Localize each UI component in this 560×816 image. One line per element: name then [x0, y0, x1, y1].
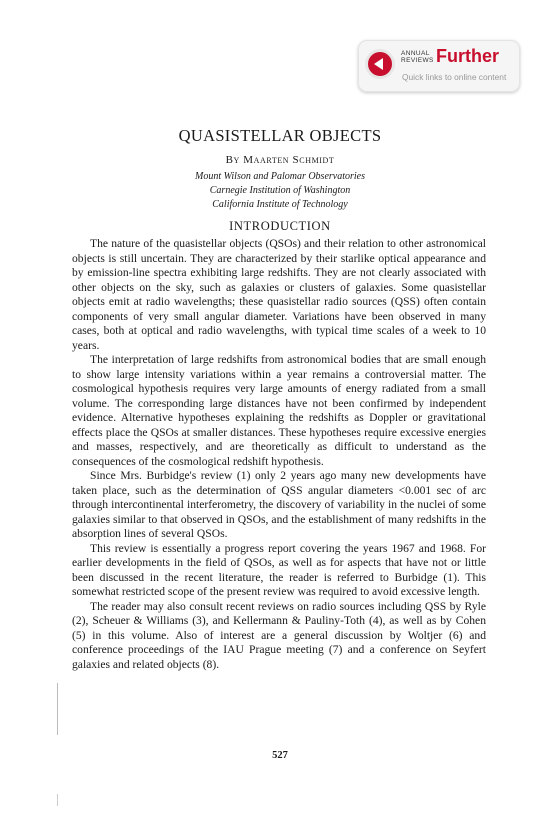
article-title: QUASISTELLAR OBJECTS — [178, 126, 382, 145]
paragraph: The nature of the quasistellar objects (QSOs) and their relation to other astronomical objects is still uncertain. They are characterized by their starlike optical appearance and by emission-line spectra exhibiting large redshifts. They are not clearly associated with other objects on the sky, such as galaxies or clusters of galaxies. Some quasistellar objects emit at radio wavelengths; these quasistellar radio sources (QSS) often contain components of very small angular diameter. Variations have been observed in many cases, both at optical and radio wavelengths, with typical time scales of a week to 10 years. — [72, 237, 486, 352]
badge-reviews-text: REVIEWS — [401, 57, 434, 64]
scan-margin-line — [57, 683, 58, 735]
badge-annual-text: ANNUAL — [401, 50, 430, 57]
scan-margin-line — [57, 794, 58, 806]
section-heading: INTRODUCTION — [229, 219, 331, 233]
badge-further-text: Further — [436, 46, 499, 66]
paragraph: The reader may also consult recent reviews on radio sources including QSS by Ryle (2), Scheuer & Williams (3), and Kellermann & Pauliny-Toth (4), as well as by Cohen (5) in this volume. Also of interest are a general discussion by Woltjer (6) and conference proceedings of the IAU Prague meeting (7) and a conference on Seyfert galaxies and related objects (8). — [72, 599, 486, 671]
page-number: 527 — [272, 750, 288, 761]
affiliation-line: Mount Wilson and Palomar Observatories — [195, 171, 365, 182]
annual-reviews-further-badge[interactable] — [358, 40, 520, 92]
badge-tagline: Quick links to online content — [402, 72, 507, 82]
affiliation-line: California Institute of Technology — [212, 199, 348, 210]
affiliation-line: Carnegie Institution of Washington — [209, 185, 351, 196]
paragraph: The interpretation of large redshifts from astronomical bodies that are small enough to show large intensity variations within a year remains a controversial matter. The cosmological hypothesis requires very large amounts of energy radiated from a small volume. The corresponding large distances have not been confirmed by independent evidence. Alternative hypotheses explaining the redshifts as Doppler or gravitational effects place the QSOs at smaller distances. These hypotheses require excessive energies and masses, respectively, and are theoretically as difficult to understand as the consequences of the cosmological redshift hypothesis. — [72, 353, 486, 468]
paragraph: This review is essentially a progress report covering the years 1967 and 1968. For earlier developments in the field of QSOs, as well as for aspects that have not or little been discussed in the recent literature, the reader is referred to Burbidge (1). This somewhat restricted scope of the present review was required to avoid excessive length. — [72, 541, 486, 598]
back-arrow-icon — [365, 49, 395, 79]
article-body — [72, 237, 486, 672]
author-byline: By Maarten Schmidt — [225, 154, 335, 166]
paragraph: Since Mrs. Burbidge's review (1) only 2 years ago many new developments have taken place, such as the determination of QSS angular diameters <0.001 sec of arc through intercontinental interferometry, the discovery of variability in the nuclei of some galaxies similar to that observed in QSOs, and the establishment of many redshifts in the absorption lines of several QSOs. — [72, 469, 486, 540]
